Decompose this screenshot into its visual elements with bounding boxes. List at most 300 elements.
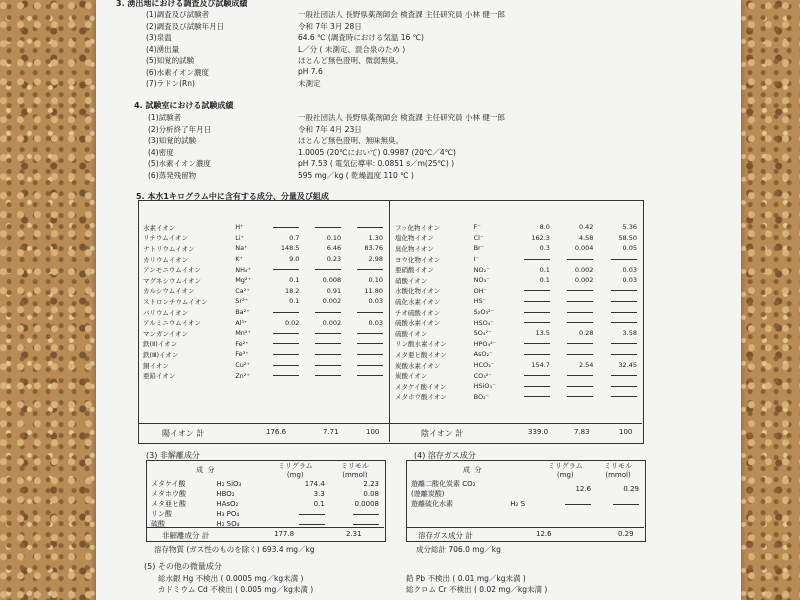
component-value: 2.23 xyxy=(363,480,379,488)
not-detected-dash xyxy=(611,259,637,260)
column-header: ミリグラム (mg) xyxy=(277,462,313,479)
row-value: pH 7.53 ( 電気伝導率: 0.0851 s／m(25℃) ) xyxy=(298,159,455,168)
cation-total-pct: 100 xyxy=(366,428,380,436)
column-header xyxy=(392,202,509,222)
column-header: ミリグラム (mg) xyxy=(547,462,583,479)
ion-name: 硫酸水素イオン xyxy=(395,319,441,328)
ion-value: 154.7 xyxy=(531,361,550,370)
column-header: ミリモル (mmol) xyxy=(604,462,633,479)
ion-name: フッ化物イオン xyxy=(395,223,440,232)
table-row xyxy=(140,233,386,244)
grand-total: 成分総計 706.0 mg／kg xyxy=(416,545,501,554)
table-row xyxy=(392,286,640,297)
ion-name: メタケイ酸イオン xyxy=(395,382,447,391)
table-row xyxy=(140,275,386,286)
ion-value xyxy=(344,307,386,318)
not-detected-dash xyxy=(567,301,593,302)
ion-name: ナトリウムイオン xyxy=(143,244,195,253)
row-value: 令和 7年 3月 28日 xyxy=(298,21,362,31)
row-value: L／分 ( 未測定、混合泉のため ) xyxy=(298,44,406,54)
ion-value xyxy=(509,286,553,297)
not-detected-dash xyxy=(357,269,383,270)
ion-value xyxy=(302,222,344,233)
ion-value xyxy=(553,392,597,403)
component-name: 遊離二酸化炭素 CO₂ (遊離炭酸) xyxy=(411,480,476,498)
not-detected-dash xyxy=(524,259,550,260)
table-row xyxy=(140,317,386,328)
row-label: (3)知覚的試験 xyxy=(148,136,197,145)
not-detected-dash xyxy=(315,365,341,366)
table-row xyxy=(148,499,382,509)
table-row xyxy=(148,489,382,499)
not-detected-dash xyxy=(524,290,550,291)
not-detected-dash xyxy=(567,259,593,260)
table-row xyxy=(148,479,382,489)
row-label: (6)水素イオン濃度 xyxy=(146,67,209,77)
ion-value: 0.03 xyxy=(622,276,637,285)
nondissociated-total-label: 非解離成分 計 xyxy=(162,531,210,540)
ion-value: 0.91 xyxy=(326,286,342,295)
row-value: 595 mg／kg ( 乾燥温度 110 ℃ ) xyxy=(298,170,414,180)
ion-name: 硫酸イオン xyxy=(395,329,428,338)
ion-formula: HCO₃⁻ xyxy=(473,361,495,370)
component-value: 0.1 xyxy=(313,500,325,508)
ion-value xyxy=(261,370,303,381)
row-value: 未測定 xyxy=(298,79,321,88)
ion-name: メタ亜ヒ酸イオン xyxy=(395,350,447,359)
ion-value: 4.58 xyxy=(578,233,594,242)
ion-value xyxy=(596,392,640,403)
minor-row: 総クロム Cr 不検出 ( 0.02 mg／kg未満 ) xyxy=(406,585,548,594)
row-label: (5)水素イオン濃度 xyxy=(148,159,211,168)
not-detected-dash xyxy=(357,375,383,376)
component-formula: HAsO₂ xyxy=(216,500,239,508)
ion-name: マンガンイオン xyxy=(143,329,188,338)
analysis-sheet xyxy=(96,0,741,600)
not-detected-dash xyxy=(567,322,593,323)
table-row xyxy=(140,370,386,381)
ion-formula: NH₄⁺ xyxy=(235,265,251,274)
ion-name: 硝酸イオン xyxy=(395,276,428,285)
component-formula: H₂ S xyxy=(510,500,526,508)
ion-value xyxy=(344,349,386,360)
table-row xyxy=(392,328,640,339)
not-detected-dash xyxy=(611,343,637,344)
ion-name: ストロンチウムイオン xyxy=(143,297,208,306)
ion-formula: CO₃²⁻ xyxy=(473,371,492,380)
section-4-title: 4. 試験室における試験成績 xyxy=(134,101,234,110)
ion-value: 0.10 xyxy=(326,233,342,242)
row-label: (1)調査及び試験者 xyxy=(146,10,210,19)
ion-formula: HSiO₃⁻ xyxy=(473,382,496,391)
ion-value: 0.002 xyxy=(574,265,594,274)
ion-value xyxy=(261,222,303,233)
ion-value: 5.36 xyxy=(622,223,637,232)
row-label: (6)蒸発残留物 xyxy=(148,170,197,180)
not-detected-dash xyxy=(524,343,550,344)
ion-name: 鉄(Ⅱ)イオン xyxy=(143,340,178,349)
ion-value xyxy=(509,296,553,307)
not-detected-dash xyxy=(353,524,379,525)
component-formula xyxy=(507,479,536,499)
not-detected-dash xyxy=(524,386,550,387)
component-value: 0.0008 xyxy=(354,500,379,508)
ion-formula: Sr²⁺ xyxy=(235,297,249,306)
ion-value xyxy=(509,254,553,265)
table-row xyxy=(392,264,640,275)
ion-value: 0.004 xyxy=(574,244,594,253)
column-header: ミリモル (mmol) xyxy=(340,462,369,479)
not-detected-dash xyxy=(315,375,341,376)
table-row xyxy=(392,222,640,233)
ion-formula: Cu²⁺ xyxy=(235,361,250,370)
column-header xyxy=(261,202,303,222)
ion-value: 0.1 xyxy=(289,297,300,306)
ion-value xyxy=(596,317,640,328)
ion-value xyxy=(344,264,386,275)
minor-title: (5) その他の微量成分 xyxy=(144,562,222,571)
row-label: (2)調査及び試験年月日 xyxy=(146,21,225,31)
ion-value xyxy=(553,381,597,392)
ion-value xyxy=(596,381,640,392)
not-detected-dash xyxy=(567,386,593,387)
ion-value: 162.3 xyxy=(531,233,550,242)
ion-name: リチウムイオン xyxy=(143,234,188,243)
ion-value xyxy=(261,360,303,371)
component-name: メタケイ酸 xyxy=(151,480,186,488)
ion-formula: I⁻ xyxy=(473,255,479,264)
component-name: メタホウ酸 xyxy=(151,490,186,498)
ion-name: 炭酸イオン xyxy=(395,372,428,381)
ion-value xyxy=(553,339,597,350)
component-name: 遊離硫化水素 xyxy=(411,500,453,508)
row-label: (1)試験者 xyxy=(148,113,182,122)
ion-value xyxy=(509,370,553,381)
component-formula: H₂ SO₄ xyxy=(216,520,240,528)
ion-value: 0.23 xyxy=(326,255,342,264)
not-detected-dash xyxy=(273,269,299,270)
ion-value: 83.76 xyxy=(364,244,383,253)
ion-name: マグネシウムイオン xyxy=(143,276,202,285)
table-row xyxy=(140,296,386,307)
not-detected-dash xyxy=(299,524,325,525)
component-name: リン酸 xyxy=(151,510,172,518)
ion-value: 148.5 xyxy=(280,244,300,253)
table-row xyxy=(140,307,386,318)
ion-value xyxy=(302,339,344,350)
not-detected-dash xyxy=(299,514,325,515)
ion-value: 0.002 xyxy=(322,318,342,327)
ion-value xyxy=(302,307,344,318)
not-detected-dash xyxy=(567,343,593,344)
ion-value xyxy=(261,307,303,318)
anion-total-mg: 339.0 xyxy=(528,428,549,436)
not-detected-dash xyxy=(524,375,550,376)
table-row xyxy=(148,509,382,519)
ion-value xyxy=(344,328,386,339)
table-row xyxy=(408,499,642,509)
ion-value xyxy=(596,307,640,318)
ion-value: 0.008 xyxy=(322,276,342,285)
row-label: (2)分析終了年月日 xyxy=(148,124,212,134)
table-row xyxy=(392,233,640,244)
ion-name: 銅イオン xyxy=(143,361,169,370)
ion-name: 亜硝酸イオン xyxy=(395,266,434,275)
table-row xyxy=(140,360,386,371)
gas-total-label: 溶存ガス成分 計 xyxy=(418,531,473,540)
row-value: ほとんど無色澄明、微弱無臭。 xyxy=(298,56,403,65)
table-row xyxy=(392,254,640,265)
ion-total-rule xyxy=(138,423,642,424)
not-detected-dash xyxy=(567,312,593,313)
ion-value: 0.28 xyxy=(578,329,594,338)
not-detected-dash xyxy=(357,365,383,366)
not-detected-dash xyxy=(357,354,383,355)
not-detected-dash xyxy=(611,322,637,323)
ion-value: 0.1 xyxy=(539,265,550,274)
row-label: (4)湧出量 xyxy=(146,44,180,54)
ion-value xyxy=(553,254,597,265)
ion-value xyxy=(596,296,640,307)
ion-value xyxy=(509,392,553,403)
ion-formula: Ca²⁺ xyxy=(235,286,250,295)
anion-total-pct: 100 xyxy=(619,428,633,436)
ion-value: 0.1 xyxy=(289,276,300,285)
anion-total-mval: 7.83 xyxy=(574,428,590,436)
component-value xyxy=(594,499,642,509)
ion-value xyxy=(553,286,597,297)
ion-value xyxy=(553,307,597,318)
ion-formula: HSO₄⁻ xyxy=(473,318,494,327)
ion-value: 13.5 xyxy=(535,329,550,338)
ion-formula: Br⁻ xyxy=(473,244,485,253)
gas-total-mg: 12.6 xyxy=(536,530,552,538)
minor-row: カドミウム Cd 不検出 ( 0.005 mg／kg未満 ) xyxy=(158,585,314,594)
section-5-title: 5. 本水1キログラム中に含有する成分、分量及び組成 xyxy=(136,192,329,201)
nondissociated-total-mg: 177.8 xyxy=(274,530,295,538)
ion-name: チオ硫酸イオン xyxy=(395,308,441,317)
ion-value: 0.002 xyxy=(574,276,594,285)
ion-name: 炭酸水素イオン xyxy=(395,361,441,370)
gas-total-mmol: 0.29 xyxy=(618,530,634,538)
ion-formula: S₂O₃²⁻ xyxy=(473,308,495,317)
ion-value: 0.03 xyxy=(368,318,383,327)
ion-value: 11.80 xyxy=(364,286,383,295)
ion-formula: NO₂⁻ xyxy=(473,265,490,274)
table-row xyxy=(140,222,386,233)
ion-value: 2.98 xyxy=(368,255,383,264)
ion-value xyxy=(344,360,386,371)
not-detected-dash xyxy=(357,312,383,313)
not-detected-dash xyxy=(611,396,637,397)
ion-value xyxy=(302,360,344,371)
not-detected-dash xyxy=(611,312,637,313)
table-row xyxy=(392,275,640,286)
gas-title: (4) 溶存ガス成分 xyxy=(414,451,476,460)
ion-value xyxy=(261,339,303,350)
ion-formula: SO₄²⁻ xyxy=(473,329,492,338)
table-row xyxy=(140,328,386,339)
ion-name: メタホウ酸イオン xyxy=(395,393,447,402)
ion-value: 0.1 xyxy=(539,276,550,285)
ion-value xyxy=(302,328,344,339)
row-value: 令和 7年 4月 23日 xyxy=(298,124,362,134)
ion-formula: F⁻ xyxy=(473,223,481,232)
ion-name: ヨウ化物イオン xyxy=(395,255,441,264)
ion-formula: H⁺ xyxy=(235,223,244,232)
ion-value xyxy=(509,307,553,318)
ion-value: 6.46 xyxy=(326,244,342,253)
component-name: 硫酸 xyxy=(151,520,165,528)
not-detected-dash xyxy=(273,333,299,334)
ion-value xyxy=(302,370,344,381)
anion-total-label: 陰イオン 計 xyxy=(421,429,464,438)
component-value: 12.6 xyxy=(575,485,592,493)
ion-value xyxy=(302,264,344,275)
component-value: 3.3 xyxy=(313,490,325,498)
table-row xyxy=(392,307,640,318)
column-header xyxy=(553,202,597,222)
not-detected-dash xyxy=(273,227,299,228)
ion-name: カルシウムイオン xyxy=(143,287,195,296)
ion-value xyxy=(344,370,386,381)
minor-row: 鉛 Pb 不検出 ( 0.01 mg／kg未満 ) xyxy=(406,574,526,583)
ion-formula: NO₃⁻ xyxy=(473,276,490,285)
component-value: 174.4 xyxy=(304,480,325,488)
ion-formula: Mn²⁺ xyxy=(235,329,251,338)
not-detected-dash xyxy=(357,227,383,228)
table-row xyxy=(392,339,640,350)
section-3-title: 3. 湧出地における調査及び試験成績 xyxy=(116,0,248,8)
ion-formula: AsO₂⁻ xyxy=(473,350,493,359)
ion-formula: BO₂⁻ xyxy=(473,392,490,401)
component-value: 0.08 xyxy=(363,490,379,498)
nondissociated-title: (3) 非解離成分 xyxy=(146,451,200,460)
not-detected-dash xyxy=(611,354,637,355)
ion-value xyxy=(509,381,553,392)
component-name: メタ亜ヒ酸 xyxy=(151,500,186,508)
not-detected-dash xyxy=(273,343,299,344)
ion-value xyxy=(509,317,553,328)
column-header xyxy=(596,202,640,222)
ion-formula: Fe²⁺ xyxy=(235,339,249,348)
not-detected-dash xyxy=(315,333,341,334)
ion-value xyxy=(553,349,597,360)
table-row xyxy=(392,392,640,403)
not-detected-dash xyxy=(611,386,637,387)
ion-name: 亜鉛イオン xyxy=(143,372,176,381)
ion-value xyxy=(509,349,553,360)
ion-value xyxy=(261,264,303,275)
ion-value: 1.30 xyxy=(368,233,383,242)
column-header: 成 分 xyxy=(463,466,482,474)
table-row xyxy=(392,381,640,392)
table-row xyxy=(392,317,640,328)
row-value: 一般社団法人 長野県薬剤師会 検査課 主任研究員 小林 健一郎 xyxy=(298,113,505,122)
ion-value xyxy=(344,339,386,350)
not-detected-dash xyxy=(315,269,341,270)
ion-name: 硫化水素イオン xyxy=(395,297,441,306)
component-formula: H₂ SiO₃ xyxy=(216,480,242,488)
not-detected-dash xyxy=(315,312,341,313)
ion-value xyxy=(596,339,640,350)
row-label: (5)知覚的試験 xyxy=(146,56,195,65)
not-detected-dash xyxy=(611,375,637,376)
not-detected-dash xyxy=(315,354,341,355)
not-detected-dash xyxy=(613,504,639,505)
not-detected-dash xyxy=(611,290,637,291)
ion-value: 0.02 xyxy=(284,318,300,327)
minor-row: 総水銀 Hg 不検出 ( 0.0005 mg／kg未満 ) xyxy=(158,574,304,583)
not-detected-dash xyxy=(565,504,591,505)
ion-table-divider xyxy=(389,200,390,442)
ion-value: 0.7 xyxy=(289,233,300,242)
not-detected-dash xyxy=(524,322,550,323)
row-value: 64.6 ℃ (調査時における気温 16 ℃) xyxy=(298,33,424,42)
ion-value: 2.54 xyxy=(578,361,594,370)
ion-formula: HS⁻ xyxy=(473,297,487,306)
ion-value: 18.2 xyxy=(284,286,300,295)
cation-table xyxy=(140,202,386,381)
ion-name: 水素イオン xyxy=(143,223,176,232)
nondissociated-total-mmol: 2.31 xyxy=(346,530,362,538)
cation-total-mval: 7.71 xyxy=(323,428,339,436)
ion-name: 水酸化物イオン xyxy=(395,287,441,296)
ion-formula: Na⁺ xyxy=(235,244,248,253)
ion-value: 9.0 xyxy=(289,255,300,264)
not-detected-dash xyxy=(315,227,341,228)
row-value: 一般社団法人 長野県薬剤師会 検査課 主任研究員 小林 健一郎 xyxy=(298,10,505,19)
ion-value: 0.42 xyxy=(578,223,594,232)
not-detected-dash xyxy=(353,514,379,515)
row-value: ほとんど無色澄明、無味無臭。 xyxy=(298,136,403,145)
row-label: (3)泉温 xyxy=(146,33,172,42)
ion-value xyxy=(261,328,303,339)
ion-formula: K⁺ xyxy=(235,255,243,264)
component-value xyxy=(263,509,328,519)
table-row xyxy=(140,254,386,265)
not-detected-dash xyxy=(524,396,550,397)
row-value: pH 7.6 xyxy=(298,66,323,76)
ion-value: 3.58 xyxy=(622,329,637,338)
ion-name: 塩化物イオン xyxy=(395,234,434,243)
not-detected-dash xyxy=(524,354,550,355)
ion-name: カリウムイオン xyxy=(143,255,189,264)
gas-table xyxy=(408,461,642,509)
column-header xyxy=(302,202,344,222)
column-header xyxy=(140,202,261,222)
not-detected-dash xyxy=(357,343,383,344)
not-detected-dash xyxy=(357,333,383,334)
ion-value xyxy=(596,254,640,265)
not-detected-dash xyxy=(524,312,550,313)
not-detected-dash xyxy=(273,312,299,313)
table-row xyxy=(140,264,386,275)
not-detected-dash xyxy=(273,354,299,355)
ion-name: 鉄(Ⅲ)イオン xyxy=(143,350,179,359)
ion-value xyxy=(344,222,386,233)
ion-formula: Al³⁺ xyxy=(235,318,248,327)
row-value: 1.0005 (20℃において) 0.9987 (20℃／4℃) xyxy=(298,147,456,157)
ion-value: 0.002 xyxy=(322,297,342,306)
not-detected-dash xyxy=(273,365,299,366)
ion-name: アンモニウムイオン xyxy=(143,266,201,275)
ion-name: リン酸水素イオン xyxy=(395,340,447,349)
ion-value: 8.0 xyxy=(539,223,550,232)
table-row xyxy=(140,339,386,350)
row-label: (7)ラドン(Rn) xyxy=(146,79,195,88)
ion-value xyxy=(261,349,303,360)
